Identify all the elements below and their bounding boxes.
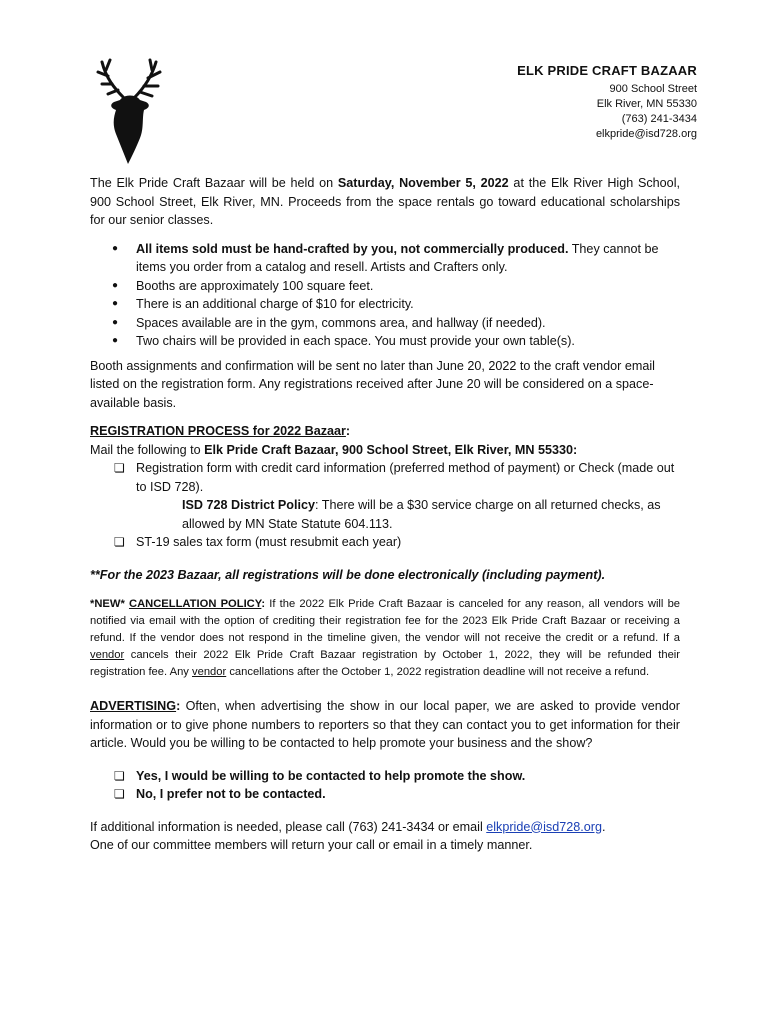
email-link[interactable]: elkpride@isd728.org xyxy=(486,819,602,834)
choice-no-label: No, I prefer not to be contacted. xyxy=(136,787,326,801)
contact-paragraph xyxy=(90,818,680,837)
policy-label: ISD 728 District Policy xyxy=(182,498,315,512)
booth-assignment-paragraph: Booth assignments and confirmation will be sent no later than June 20, 2022 to the craft vendor email listed on the registration form. Any registrations received after June 20 will be considered on a space-available basis. xyxy=(90,358,655,410)
advertising-colon: : xyxy=(176,699,181,713)
registration-item-form-text: Registration form with credit card information (preferred method of payment) or Check (made out to ISD 728). xyxy=(136,461,675,494)
checkbox-icon[interactable]: ❏ xyxy=(114,787,125,801)
choice-yes[interactable] xyxy=(90,767,680,786)
vendor-term: vendor xyxy=(192,666,227,678)
district-policy xyxy=(90,496,680,533)
policy-text: : There will be a $30 service charge on all returned checks, as allowed by MN State Statute 604.113. xyxy=(182,498,661,531)
choice-no[interactable] xyxy=(90,785,680,804)
bullet-icon: ● xyxy=(112,335,119,346)
handcrafted-rule-detail: They cannot be items you order from a catalog and resell. Artists and Crafters only. xyxy=(136,241,659,274)
list-item xyxy=(90,332,680,351)
cancellation-title: CANCELLATION POLICY xyxy=(128,598,262,610)
header-phone: (763) 241-3434 xyxy=(621,113,697,125)
cancellation-text-3: cancellations after the October 1, 2022 registration deadline will not receive a refund. xyxy=(226,666,650,678)
advertising-text: Often, when advertising the show in our local paper, we are asked to provide vendor information or to give phone numbers to reporters so that they can contact you to get information for their article. Would you be willing to be contacted to help promote your business and the show? xyxy=(90,699,680,750)
header-email: elkpride@isd728.org xyxy=(595,128,697,140)
handcrafted-rule: All items sold must be hand-crafted by you, not commercially produced. xyxy=(136,241,569,256)
address-street: 900 School Street xyxy=(609,83,697,95)
bullet-icon: ● xyxy=(112,316,119,328)
checkbox-icon[interactable]: ❏ xyxy=(114,768,125,783)
cancellation-text-2: cancels their 2022 Elk Pride Craft Bazaar registration by October 1, 2022, they will be refunded their registration fee. Any xyxy=(90,649,680,678)
choice-yes-label: Yes, I would be willing to be contacted to help promote the show. xyxy=(136,768,526,783)
spaces-rule: Spaces available are in the gym, commons area, and hallway (if needed). xyxy=(136,315,546,330)
registration-heading xyxy=(90,422,680,441)
advertising-title: ADVERTISING xyxy=(90,699,177,713)
mail-address: Elk Pride Craft Bazaar, 900 School Street, Elk River, MN 55330: xyxy=(204,442,578,457)
chairs-rule: Two chairs will be provided in each space. You must provide your own table(s). xyxy=(136,334,575,348)
address-city: Elk River, MN 55330 xyxy=(596,98,697,110)
advertising-paragraph xyxy=(90,697,680,753)
list-item xyxy=(90,240,680,277)
bullet-icon: ● xyxy=(112,298,119,309)
contact-period: . xyxy=(601,819,606,834)
booth-size-rule: Booths are approximately 100 square feet. xyxy=(136,278,374,293)
contact-text: If additional information is needed, please call (763) 241-3434 or email xyxy=(90,819,487,834)
list-item xyxy=(90,295,680,314)
mail-instructions xyxy=(90,441,680,460)
vendor-term: vendor xyxy=(90,649,125,661)
mail-prefix: Mail the following to xyxy=(90,442,205,457)
bullet-icon: ● xyxy=(112,242,119,254)
letter-body xyxy=(90,174,680,855)
registration-item-form xyxy=(90,459,680,496)
bullet-icon: ● xyxy=(112,279,119,291)
checkbox-icon: ❏ xyxy=(114,461,125,475)
org-name: ELK PRIDE CRAFT BAZAAR xyxy=(517,63,697,78)
committee-note: One of our committee members will return your call or email in a timely manner. xyxy=(90,838,533,852)
rules-list xyxy=(90,240,680,351)
event-date: Saturday, November 5, 2022 xyxy=(337,176,509,190)
intro-text: The Elk Pride Craft Bazaar will be held on xyxy=(90,176,338,190)
list-item xyxy=(90,314,680,333)
electricity-rule: There is an additional charge of $10 for electricity. xyxy=(136,297,414,311)
electronic-registration-note: **For the 2023 Bazaar, all registrations will be done electronically (including payment). xyxy=(90,567,606,582)
checkbox-icon: ❏ xyxy=(114,535,125,549)
new-label: *NEW* xyxy=(90,598,129,610)
registration-item-tax-text: ST-19 sales tax form (must resubmit each year) xyxy=(136,535,402,549)
cancellation-policy xyxy=(90,596,680,681)
cancellation-text: If the 2022 Elk Pride Craft Bazaar is canceled for any reason, all vendors will be notified via email with the option of crediting their registration fee for the 2023 Elk Pride Craft Bazaar or receiving a refund. If the vendor does not respond in the timeline given, the vendor will not receive the credit or a refund. If a xyxy=(90,598,681,644)
registration-title-colon: : xyxy=(345,424,351,438)
elk-head-logo xyxy=(94,58,178,166)
list-item xyxy=(90,277,680,296)
cancellation-colon: : xyxy=(261,598,266,610)
registration-title: REGISTRATION PROCESS for 2022 Bazaar xyxy=(90,424,346,438)
contact-choices xyxy=(90,767,680,804)
letterhead xyxy=(517,63,697,142)
intro-text-continued: at the Elk River High School, 900 School Street, Elk River, MN. Proceeds from the space rentals go toward educational scholarships for our senior classes. xyxy=(90,176,680,227)
intro-paragraph xyxy=(90,174,680,230)
registration-item-tax-form xyxy=(90,533,680,552)
